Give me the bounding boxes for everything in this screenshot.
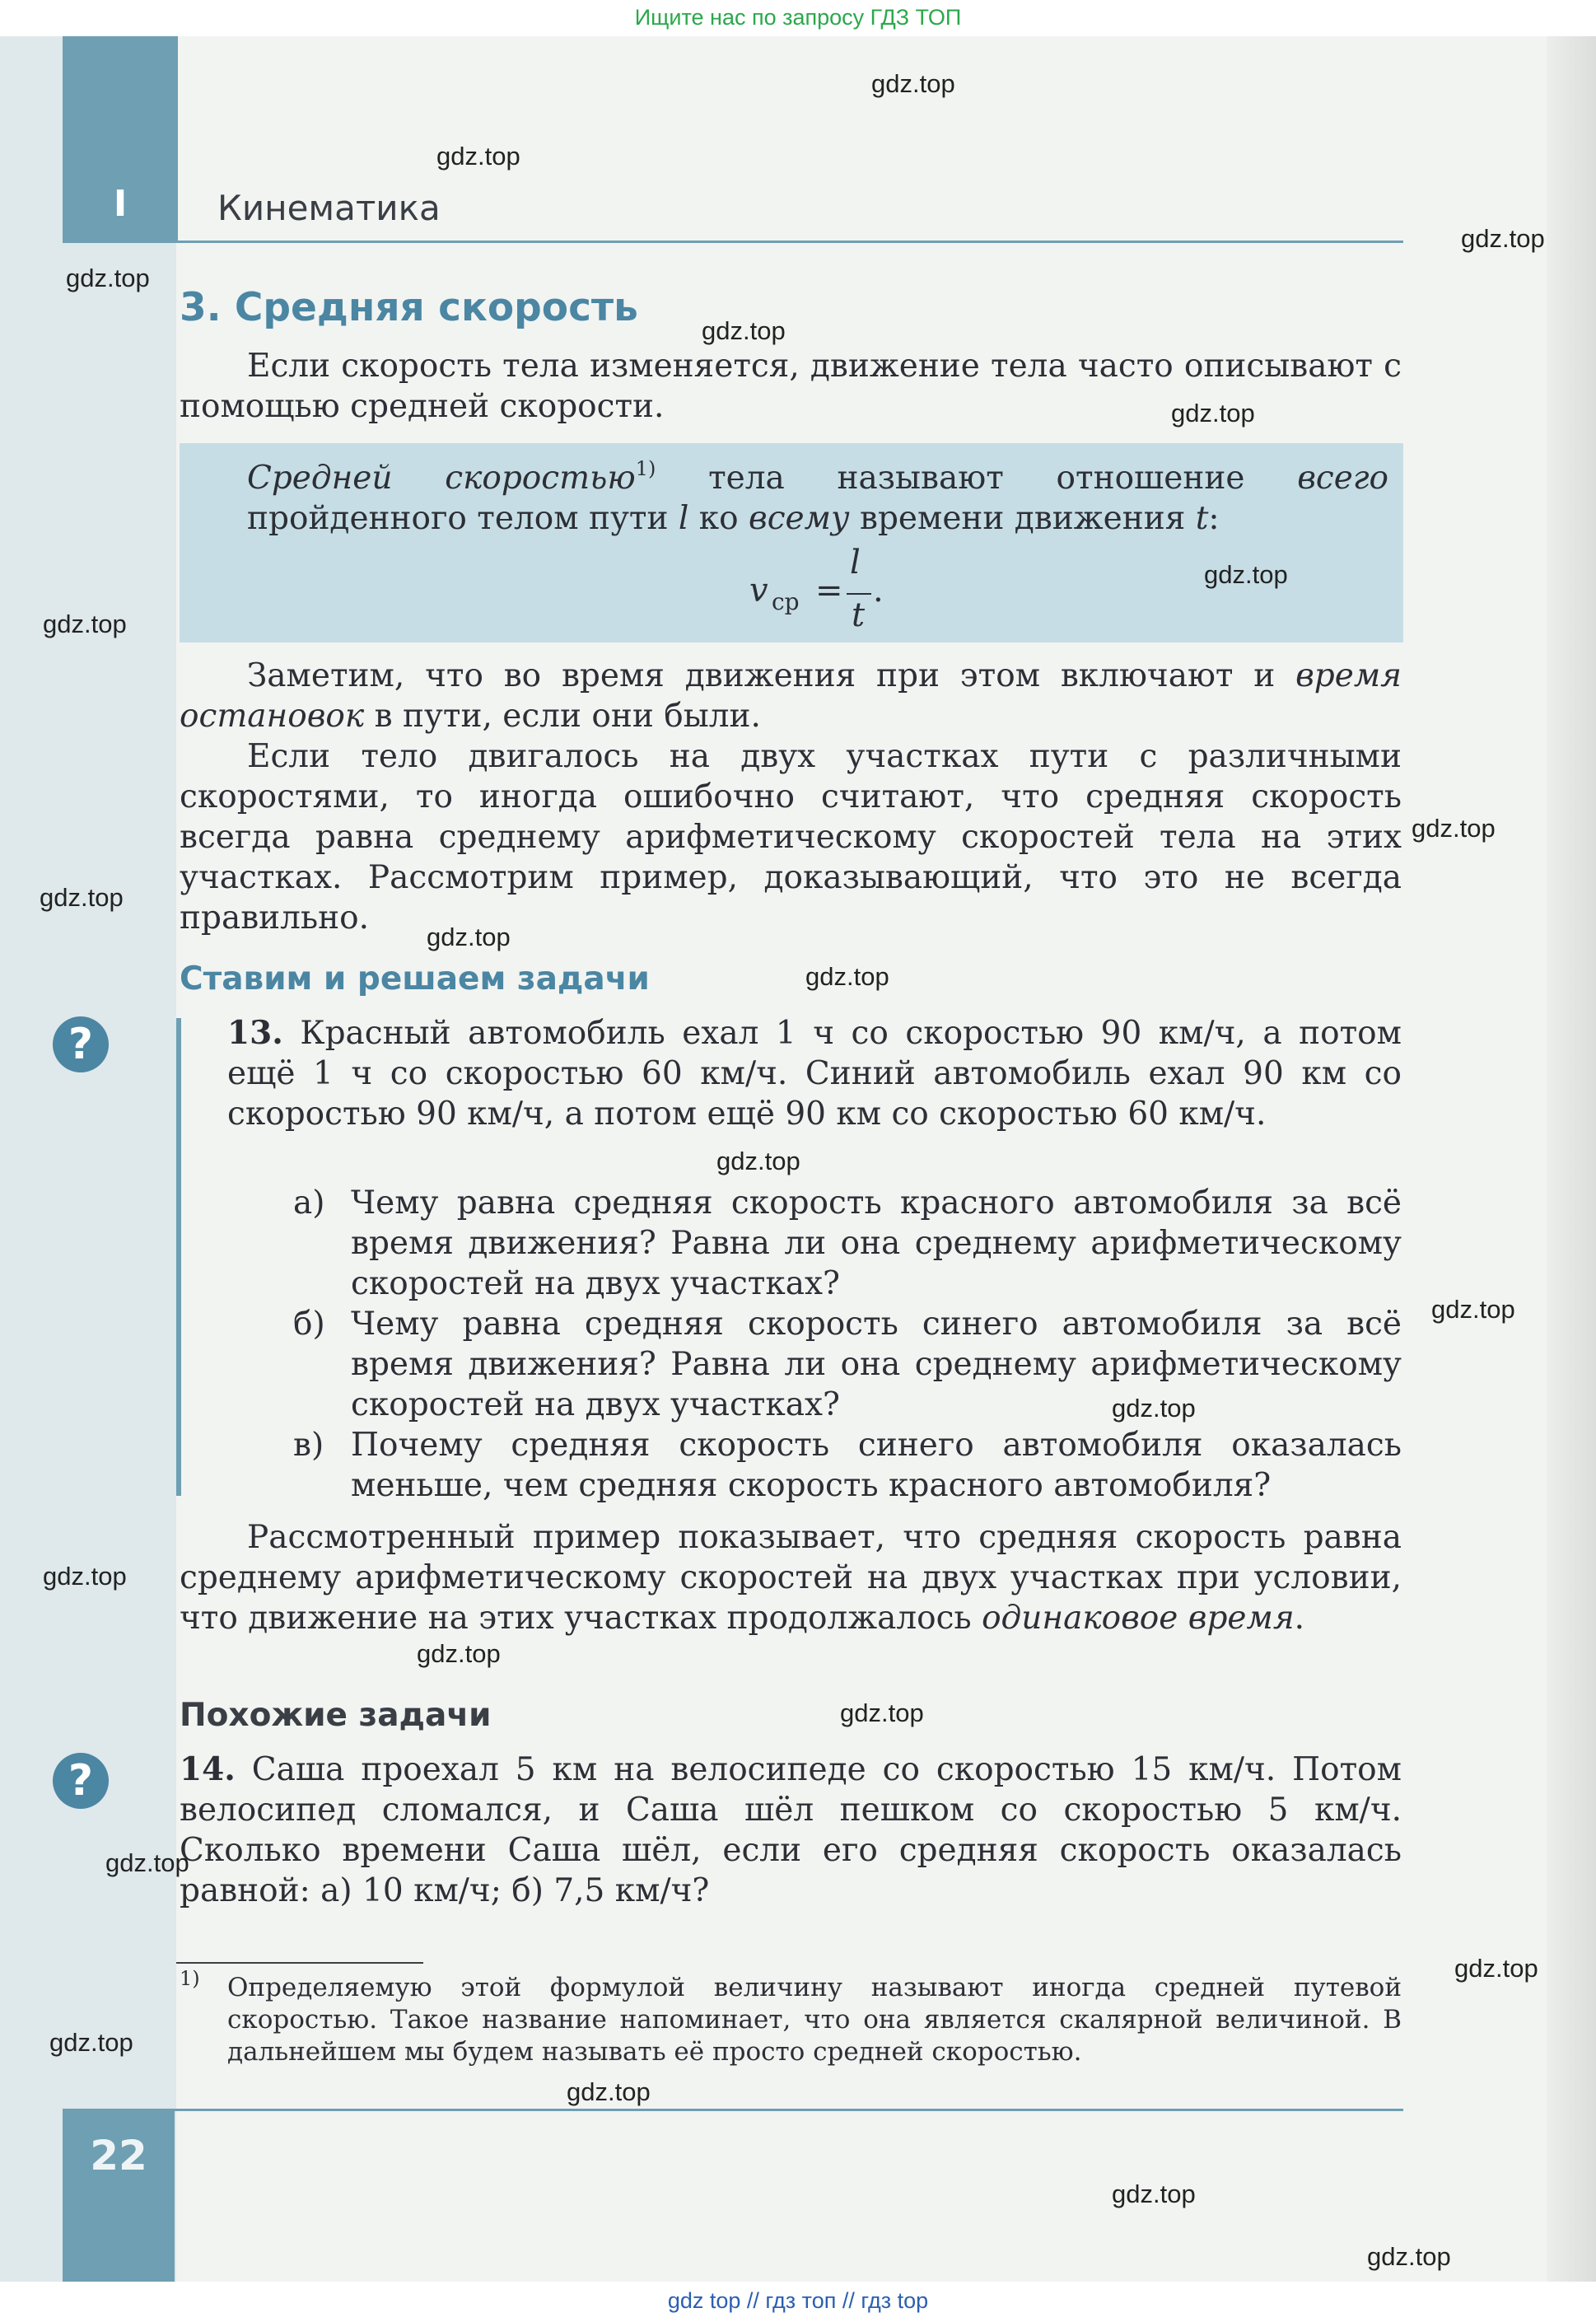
definition-text: Средней скоростью$^{1)}$ тела называют отношение всего пройденного телом пути l ко всему времени движения t: (247, 457, 1389, 537)
watermark: gdz.top (702, 316, 786, 345)
formula-v: v (749, 572, 768, 610)
section-title: 3. Средняя скорость (180, 285, 638, 330)
footer-rule (63, 2109, 1403, 2111)
formula-dot: . (873, 572, 884, 610)
watermark: gdz.top (49, 2028, 133, 2057)
task-14: 14. Саша проехал 5 км на велосипеде со скоростью 15 км/ч. Потом велосипед сломался, и Саша шёл пешком со скоростью 5 км/ч. Сколько времени Саша шёл, если его средняя скорость оказалась равной: а) 10 км/ч; б) 7,5 км/ч? (180, 1750, 1402, 1909)
question-icon: ? (53, 1753, 109, 1809)
watermark: gdz.top (105, 1848, 189, 1877)
footnote-text: Определяемую этой формулой величину называют иногда средней путевой скоростью. Такое название напоминает, что она является скалярной величиной. В дальнейшем мы будем называть её просто средней скоростью. (227, 1973, 1402, 2067)
watermark: gdz.top (1112, 2180, 1196, 2208)
book-spine-edge (1547, 36, 1596, 2282)
watermark: gdz.top (1412, 814, 1496, 843)
watermark: gdz.top (567, 2077, 651, 2106)
chapter-number: I (113, 183, 128, 225)
task-13-a: Чему равна средняя скорость красного автомобиля за всё время движения? Равна ли она среднему арифметическому скоростей на двух участках? (351, 1184, 1402, 1302)
body-paragraph-2: Если тело двигалось на двух участках пути с различными скоростями, то иногда ошибочно считают, что средняя скорость всегда равна среднему арифметическому скоростей тела на этих участках. Рассмотрим пример, доказывающий, что это не всегда правильно. (180, 738, 1402, 937)
task-13-b: Чему равна средняя скорость синего автомобиля за всё время движения? Равна ли она среднему арифметическому скоростей на двух участках? (351, 1306, 1402, 1423)
footnote-mark: 1) (180, 1967, 200, 1990)
task-13-c-letter: в) (293, 1427, 324, 1464)
body-paragraph-1: Заметим, что во время движения при этом включают и время остановок в пути, если они были. (180, 657, 1402, 735)
watermark: gdz.top (1112, 1394, 1196, 1423)
watermark: gdz.top (1461, 224, 1545, 253)
task-13-c: Почему средняя скорость синего автомобиля оказалась меньше, чем средняя скорость красного автомобиля? (351, 1427, 1402, 1504)
task-14-number: 14. (180, 1750, 236, 1788)
question-icon: ? (53, 1016, 109, 1072)
task-side-bar (176, 1018, 181, 1496)
intro-paragraph: Если скорость тела изменяется, движение тела часто описывают с помощью средней скорости. (180, 348, 1402, 425)
watermark: gdz.top (417, 1639, 501, 1668)
task-13-number: 13. (227, 1014, 283, 1052)
formula-numerator: l (850, 544, 861, 582)
watermark: gdz.top (1454, 1954, 1538, 1983)
tasks-heading: Ставим и решаем задачи (180, 960, 650, 997)
header-rule (63, 241, 1403, 243)
left-margin-band (0, 36, 176, 2282)
watermark: gdz.top (427, 923, 511, 951)
site-top-note[interactable]: Ищите нас по запросу ГДЗ ТОП (634, 5, 962, 30)
fraction-bar (847, 593, 871, 595)
task-13-a-letter: а) (293, 1184, 325, 1222)
page-number: 22 (90, 2132, 147, 2180)
watermark: gdz.top (1367, 2242, 1451, 2271)
formula-equals: = (815, 572, 843, 610)
site-bottom-note[interactable]: gdz top // гдз топ // гдз top (667, 2288, 929, 2313)
task-13-b-letter: б) (293, 1306, 325, 1343)
watermark: gdz.top (66, 264, 150, 292)
watermark: gdz.top (805, 962, 889, 991)
average-speed-formula (749, 544, 914, 638)
conclusion-paragraph: Рассмотренный пример показывает, что средняя скорость равна среднему арифметическому скоростей на двух участках при условии, что движение на этих участках продолжалось одинаковое время. (180, 1519, 1402, 1637)
watermark: gdz.top (871, 69, 955, 98)
watermark: gdz.top (840, 1698, 924, 1727)
watermark: gdz.top (1204, 560, 1288, 589)
watermark: gdz.top (43, 1562, 127, 1591)
similar-heading: Похожие задачи (180, 1697, 492, 1734)
formula-subscript: ср (772, 588, 800, 615)
chapter-title: Кинематика (217, 188, 441, 228)
formula-denominator: t (852, 596, 866, 634)
footnote-ref: 1) (635, 457, 656, 480)
watermark: gdz.top (1431, 1295, 1515, 1324)
watermark: gdz.top (1171, 399, 1255, 427)
footnote-rule (176, 1962, 423, 1964)
watermark: gdz.top (436, 142, 520, 171)
watermark: gdz.top (40, 883, 124, 912)
watermark: gdz.top (716, 1147, 800, 1175)
task-13: 13. Красный автомобиль ехал 1 ч со скоростью 90 км/ч, а потом ещё 1 ч со скоростью 60 км/ч. Синий автомобиль ехал 90 км со скоростью 90 км/ч, а потом ещё 90 км со скоростью 60 км/ч. (227, 1014, 1402, 1133)
watermark: gdz.top (43, 610, 127, 638)
definition-term: Средней скоростью (247, 460, 636, 497)
